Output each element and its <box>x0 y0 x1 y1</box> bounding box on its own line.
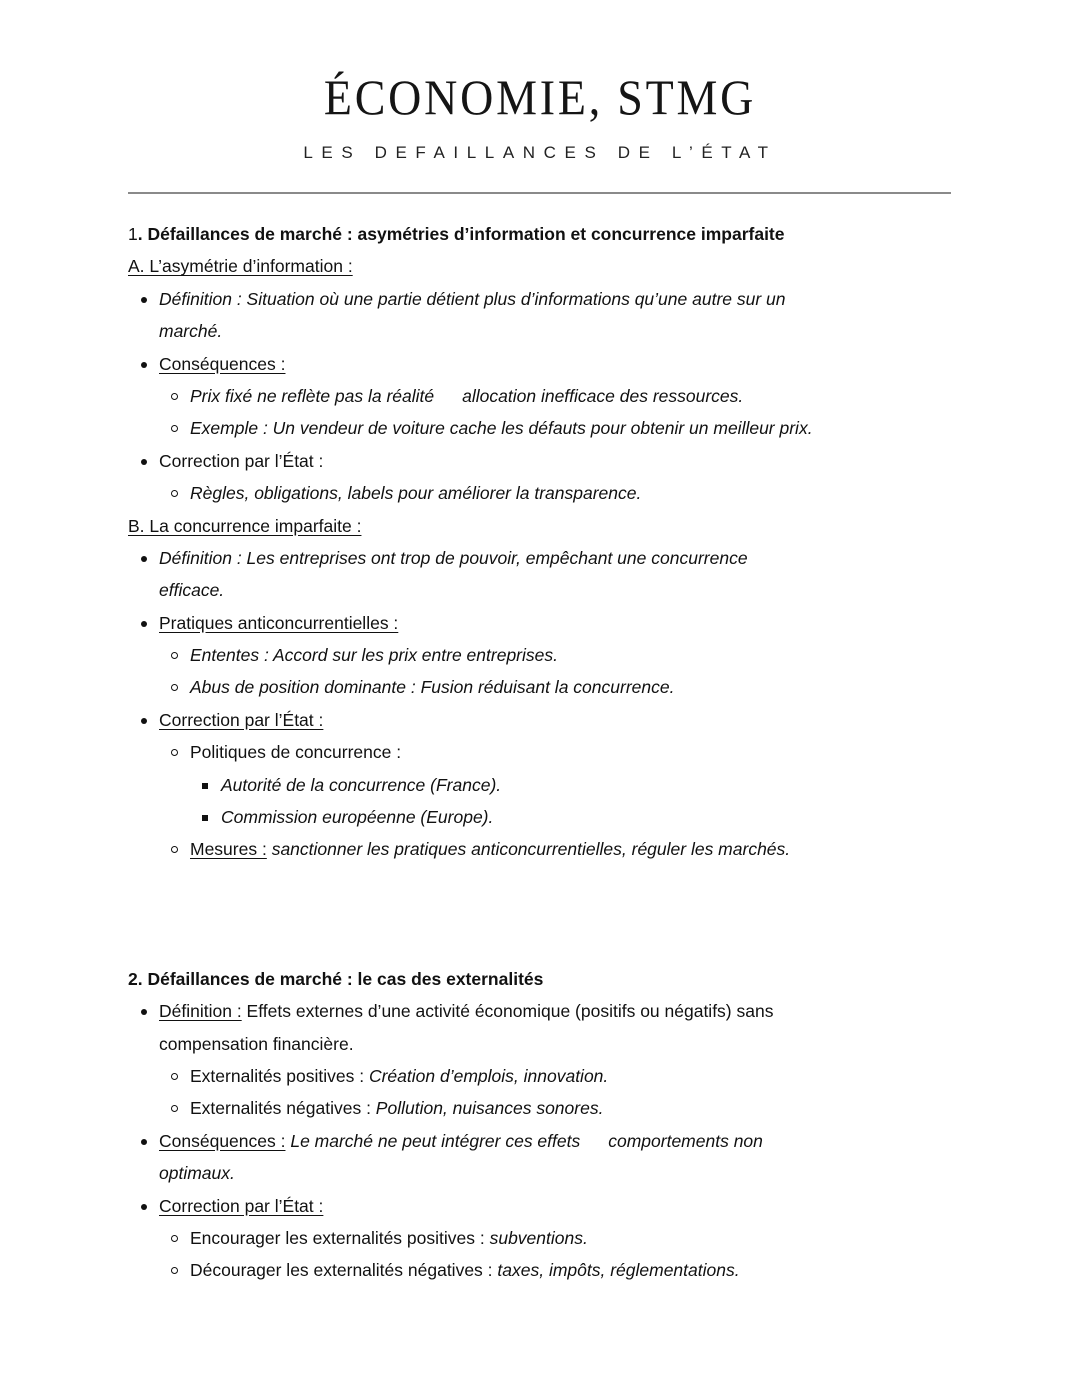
list-item <box>128 607 928 639</box>
item-text: allocation inefficace des ressources. <box>462 385 744 406</box>
list-item-continuation: optimaux. <box>159 1163 235 1184</box>
section-heading-text: . Défaillances de marché : asymétries d’information et concurrence imparfaite <box>137 224 785 244</box>
list-item: Politiques de concurrence : <box>128 736 928 768</box>
item-text: Création d’emplois, innovation. <box>368 1065 609 1086</box>
subsection-b-title: B. La concurrence imparfaite : <box>128 515 362 536</box>
item-label: Décourager les externalités négatives : <box>190 1260 498 1281</box>
list-item-continuation: marché. <box>159 321 223 342</box>
document-subtitle: LES DEFAILLANCES DE L’ÉTAT <box>303 143 777 162</box>
list-item <box>128 833 928 865</box>
item-text: Pollution, nuisances sonores. <box>375 1098 604 1119</box>
item-text: sanctionner les pratiques anticoncurrentielles, réguler les marchés. <box>266 839 791 860</box>
section-number: 1 <box>128 224 138 244</box>
section-2-heading: 2. Défaillances de marché : le cas des externalités <box>128 968 544 989</box>
list-item <box>128 1092 928 1124</box>
item-label: Externalités positives : <box>190 1065 369 1086</box>
item-text: Prix fixé ne reflète pas la réalité <box>190 385 435 406</box>
item-text: Le marché ne peut intégrer ces effets <box>285 1130 581 1151</box>
list-item <box>128 1222 928 1254</box>
list-item-continuation: efficace. <box>159 580 225 601</box>
item-label: Pratiques anticoncurrentielles : <box>159 612 399 633</box>
list-item: Ententes : Accord sur les prix entre entreprises. <box>128 639 928 671</box>
list-item <box>128 1254 928 1286</box>
item-label: Externalités négatives : <box>190 1098 376 1119</box>
item-label: Correction par l’État : <box>159 1195 324 1216</box>
list-item <box>128 995 928 1027</box>
list-item: Abus de position dominante : Fusion réduisant la concurrence. <box>128 671 928 703</box>
document-body <box>128 218 928 1287</box>
list-item: Règles, obligations, labels pour améliorer la transparence. <box>128 477 928 509</box>
section-spacer <box>128 866 928 963</box>
item-label: Encourager les externalités positives : <box>190 1227 490 1248</box>
list-item <box>128 348 928 380</box>
item-text: subventions. <box>489 1227 588 1248</box>
document-title: ÉCONOMIE, STMG <box>323 69 757 125</box>
list-item <box>128 1190 928 1222</box>
item-text: comportements non <box>608 1130 763 1151</box>
list-item-continuation: compensation financière. <box>159 1033 354 1054</box>
section-1-heading <box>128 218 928 250</box>
list-item: Définition : Situation où une partie détient plus d’informations qu’une autre sur un <box>128 283 928 315</box>
item-text: Effets externes d’une activité économique (positifs ou négatifs) sans <box>241 1001 774 1022</box>
list-item: Définition : Les entreprises ont trop de pouvoir, empêchant une concurrence <box>128 542 928 574</box>
item-label: Conséquences : <box>159 1130 286 1151</box>
item-label: Correction par l’État : <box>159 709 324 730</box>
list-item: Exemple : Un vendeur de voiture cache les défauts pour obtenir un meilleur prix. <box>128 412 928 444</box>
list-item: Commission européenne (Europe). <box>128 801 928 833</box>
list-item <box>128 380 928 412</box>
item-label: Conséquences : <box>159 353 286 374</box>
list-item: Autorité de la concurrence (France). <box>128 769 928 801</box>
list-item <box>128 1125 928 1157</box>
item-label: Mesures : <box>190 839 267 860</box>
item-text: taxes, impôts, réglementations. <box>497 1260 740 1281</box>
list-item <box>128 704 928 736</box>
list-item <box>128 1060 928 1092</box>
list-item: Correction par l’État : <box>128 445 928 477</box>
item-label: Définition : <box>159 1001 242 1022</box>
header-divider <box>128 192 951 194</box>
subsection-a-title: A. L’asymétrie d’information : <box>128 256 353 277</box>
